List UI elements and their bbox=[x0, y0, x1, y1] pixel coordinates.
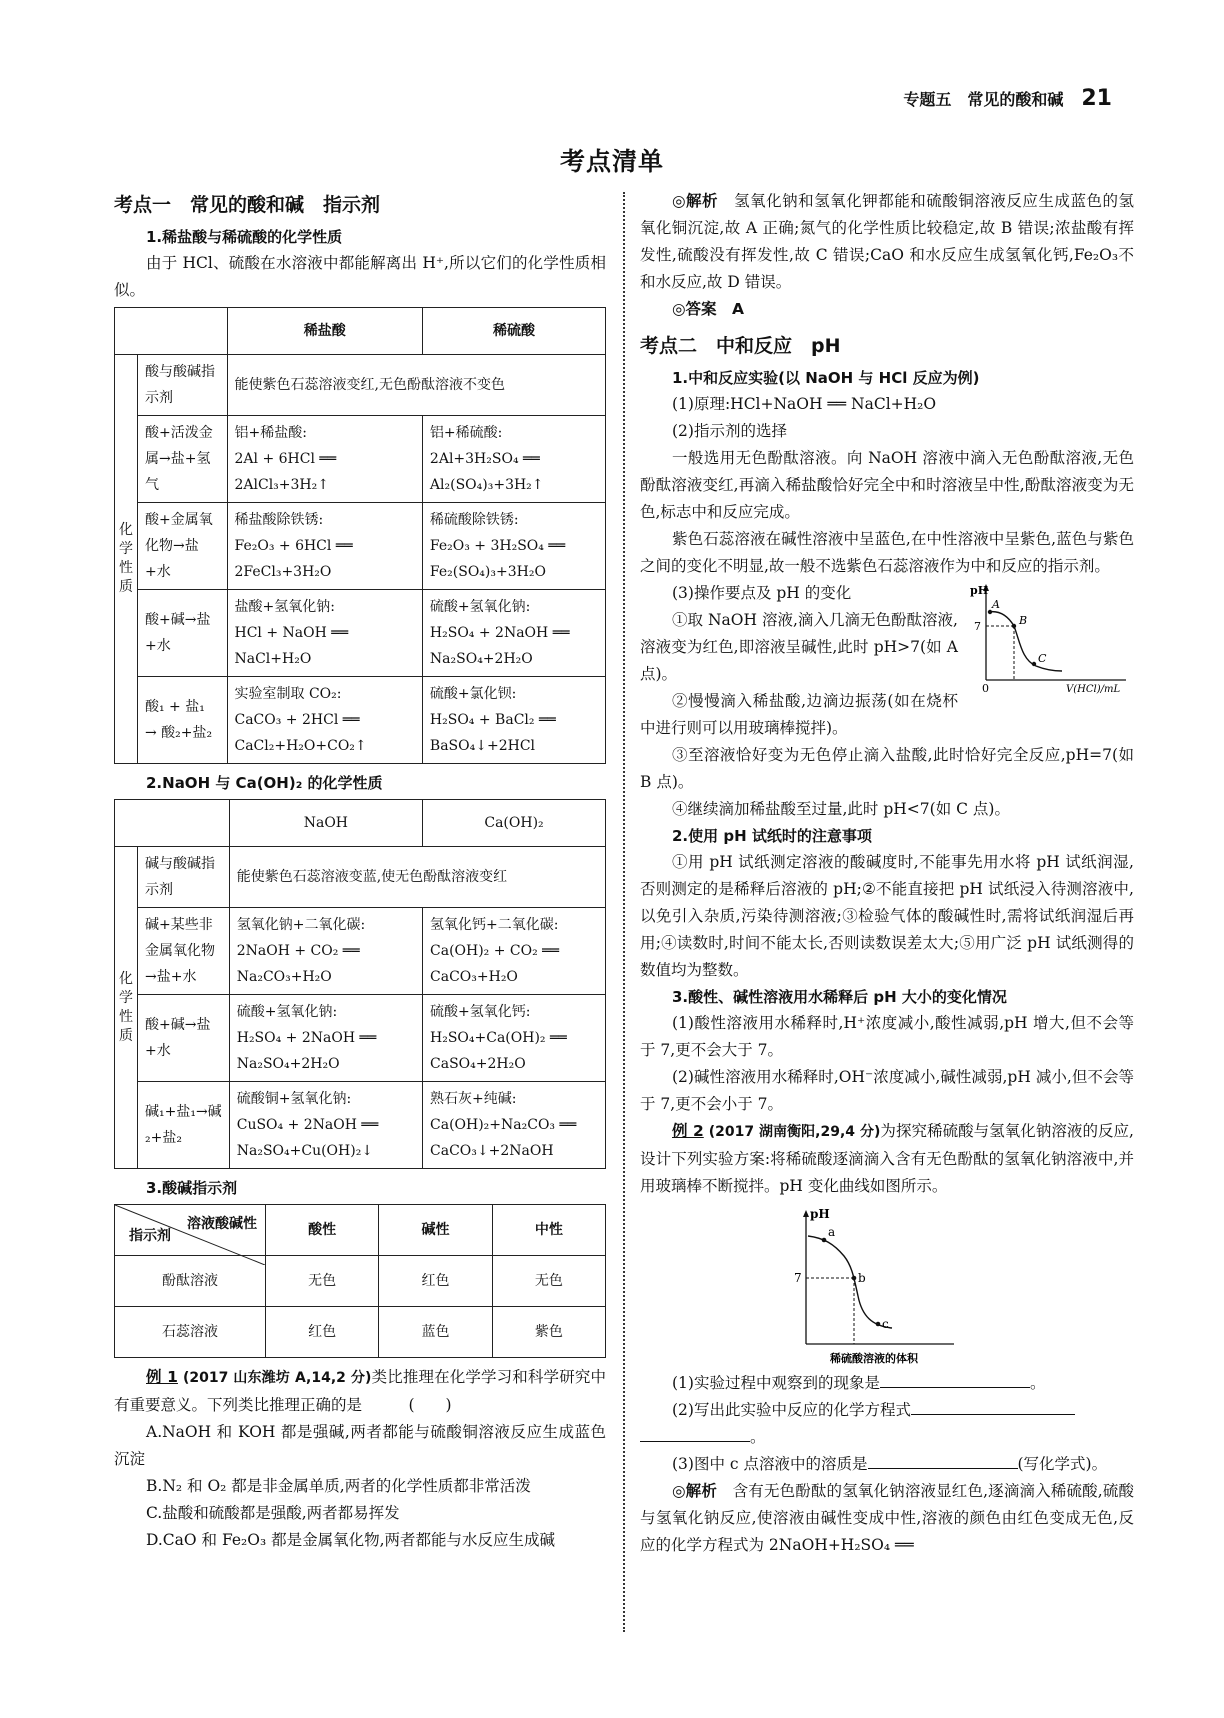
ph-curve-figure-2 bbox=[790, 1204, 960, 1366]
t3-col: 酸性 bbox=[266, 1205, 379, 1256]
header-section: 专题五 常见的酸和碱 bbox=[903, 90, 1064, 109]
t3-cell: 无色 bbox=[266, 1256, 379, 1307]
r-p1: (1)原理:HCl+NaOH ══ NaCl+H₂O bbox=[672, 395, 937, 413]
analysis1 bbox=[640, 188, 1134, 296]
ex1-option-b: B.N₂ 和 O₂ 都是非金属单质,两者的化学性质都非常活泼 bbox=[146, 1477, 531, 1495]
right-column bbox=[640, 188, 1134, 1559]
fig1-point-c: C bbox=[1038, 652, 1047, 665]
t3-col: 碱性 bbox=[379, 1205, 492, 1256]
analysis2-label: ◎解析 bbox=[672, 1482, 717, 1500]
t1-cell: 铝+稀硫酸: 2Al+3H₂SO₄ ══ Al₂(SO₄)₃+3H₂↑ bbox=[422, 416, 605, 503]
analysis1-label: ◎解析 bbox=[672, 192, 719, 210]
r-p6: ①取 NaOH 溶液,滴入几滴无色酚酞溶液,溶液变为红色,即溶液呈碱性,此时 pH>7(如 A 点)。 bbox=[640, 611, 958, 683]
t2-cell: 熟石灰+纯碱: Ca(OH)₂+Na₂CO₃ ══ CaCO₃↓+2NaOH bbox=[423, 1082, 606, 1169]
answer-blank-2[interactable] bbox=[911, 1398, 1075, 1415]
s3-title: 3.酸碱指示剂 bbox=[146, 1179, 238, 1197]
t2-col2: Ca(OH)₂ bbox=[423, 800, 606, 847]
answer-blank-2b[interactable] bbox=[640, 1425, 750, 1442]
t3-corner-top: 溶液酸碱性 bbox=[187, 1216, 257, 1232]
r-p4: 紫色石蕊溶液在碱性溶液中呈蓝色,在中性溶液中呈紫色,蓝色与紫色之间的变化不明显,故一般不选紫色石蕊溶液作为中和反应的指示剂。 bbox=[640, 530, 1134, 575]
r-s2-title: 2.使用 pH 试纸时的注意事项 bbox=[672, 827, 872, 845]
t2-row-label: 碱₁+盐₁→碱₂+盐₂ bbox=[138, 1082, 230, 1169]
fig1-tick-7: 7 bbox=[974, 620, 981, 633]
acid-properties-table bbox=[114, 307, 606, 764]
t2-col1: NaOH bbox=[229, 800, 422, 847]
answer-blank-1[interactable] bbox=[880, 1371, 1030, 1388]
t1-cell: 铝+稀盐酸: 2Al + 6HCl ══ 2AlCl₃+3H₂↑ bbox=[227, 416, 422, 503]
t1-col2: 稀硫酸 bbox=[422, 308, 605, 355]
t1-row-label: 酸+活泼金属→盐+氢气 bbox=[138, 416, 228, 503]
t1-row-label: 酸与酸碱指示剂 bbox=[138, 355, 228, 416]
indicator-table bbox=[114, 1204, 606, 1358]
answer1-label: ◎答案 bbox=[672, 300, 717, 318]
r-s1-title: 1.中和反应实验(以 NaOH 与 HCl 反应为例) bbox=[672, 369, 980, 387]
fig1-origin: 0 bbox=[982, 682, 989, 695]
t2-group: 化学性质 bbox=[115, 847, 138, 1169]
t2-cell: 氢氧化钙+二氧化碳: Ca(OH)₂ + CO₂ ══ CaCO₃+H₂O bbox=[423, 908, 606, 995]
fig2-point-a: a bbox=[828, 1225, 836, 1239]
column-divider bbox=[623, 192, 625, 1632]
r-p3: 一般选用无色酚酞溶液。向 NaOH 溶液中滴入无色酚酞溶液,无色酚酞溶液变红,再滴入稀盐酸恰好完全中和时溶液呈中性,酚酞溶液变为无色,标志中和反应完成。 bbox=[640, 449, 1134, 521]
s2-title: 2.NaOH 与 Ca(OH)₂ 的化学性质 bbox=[146, 774, 383, 792]
r-s3-title: 3.酸性、碱性溶液用水稀释后 pH 大小的变化情况 bbox=[672, 988, 1007, 1006]
analysis2 bbox=[640, 1478, 1134, 1559]
fig1-y-label: pH bbox=[970, 584, 989, 597]
fig2-tick-7: 7 bbox=[794, 1271, 802, 1285]
r-p11: (1)酸性溶液用水稀释时,H⁺浓度减小,酸性减弱,pH 增大,但不会等于 7,更不会大于 7。 bbox=[640, 1014, 1134, 1059]
fig1-point-b: B bbox=[1019, 614, 1028, 627]
t2-row-label: 碱+某些非金属氧化物→盐+水 bbox=[138, 908, 230, 995]
answer1-value: A bbox=[732, 300, 745, 318]
t3-cell: 紫色 bbox=[492, 1307, 605, 1358]
ex1-source: (2017 山东潍坊 A,14,2 分) bbox=[183, 1370, 372, 1386]
t1-row-label: 酸+碱→盐+水 bbox=[138, 590, 228, 677]
r-p10: ①用 pH 试纸测定溶液的酸碱度时,不能事先用水将 pH 试纸润湿,否则测定的是稀释后溶液的 pH;②不能直接把 pH 试纸浸入待测溶液中,以免引入杂质,污染待测溶液;③检验气体的酸碱性时,需将试纸润湿后再用;④读数时,时间不能太长,否则读数误差太大;⑤用广泛 pH 试纸测得的数值均为整数。 bbox=[640, 853, 1134, 979]
example2 bbox=[640, 1118, 1134, 1200]
t3-corner-bottom: 指示剂 bbox=[129, 1228, 171, 1244]
t3-corner bbox=[115, 1205, 266, 1256]
r-p12: (2)碱性溶液用水稀释时,OH⁻浓度减小,碱性减弱,pH 减小,但不会等于 7,更不会小于 7。 bbox=[640, 1068, 1134, 1113]
t1-cell: 稀硫酸除铁锈: Fe₂O₃ + 3H₂SO₄ ══ Fe₂(SO₄)₃+3H₂O bbox=[422, 503, 605, 590]
analysis1-text: 氢氧化钠和氢氧化钾都能和硫酸铜溶液反应生成蓝色的氢氧化铜沉淀,故 A 正确;氮气的化学性质比较稳定,故 B 错误;浓盐酸有挥发性,硫酸没有挥发性,故 C 错误;CaO 和水反应生成氢氧化钙,Fe₂O₃不和水反应,故 D 错误。 bbox=[640, 192, 1134, 291]
t2-cell: 氢氧化钠+二氧化碳: 2NaOH + CO₂ ══ Na₂CO₃+H₂O bbox=[229, 908, 422, 995]
page-title: 考点清单 bbox=[559, 147, 664, 176]
t1-col1: 稀盐酸 bbox=[227, 308, 422, 355]
ex1-option-d: D.CaO 和 Fe₂O₃ 都是金属氧化物,两者都能与水反应生成碱 bbox=[146, 1531, 556, 1549]
t2-cell: 硫酸+氢氧化钙: H₂SO₄+Ca(OH)₂ ══ CaSO₄+2H₂O bbox=[423, 995, 606, 1082]
fig1-point-a: A bbox=[992, 598, 1000, 611]
ph-curve-figure-1 bbox=[966, 580, 1134, 696]
ex1-label: 例 1 bbox=[146, 1368, 178, 1386]
answer1 bbox=[640, 296, 1134, 323]
answer-blank-3[interactable] bbox=[868, 1452, 1018, 1469]
t1-cell: 盐酸+氢氧化钠: HCl + NaOH ══ NaCl+H₂O bbox=[227, 590, 422, 677]
ex2-source: (2017 湖南衡阳,29,4 分) bbox=[708, 1124, 881, 1140]
r-p5: (3)操作要点及 pH 的变化 bbox=[672, 584, 852, 602]
fig1-x-label: V(HCl)/mL bbox=[1066, 684, 1121, 695]
ex1-option-a: A.NaOH 和 KOH 都是强碱,两者都能与硫酸铜溶液反应生成蓝色沉淀 bbox=[114, 1423, 606, 1468]
t2-cell: 硫酸+氢氧化钠: H₂SO₄ + 2NaOH ══ Na₂SO₄+2H₂O bbox=[229, 995, 422, 1082]
running-header bbox=[903, 86, 1112, 111]
t2-row-label: 碱与酸碱指示剂 bbox=[138, 847, 230, 908]
base-properties-table bbox=[114, 799, 606, 1169]
t1-cell: 硫酸+氢氧化钠: H₂SO₄ + 2NaOH ══ Na₂SO₄+2H₂O bbox=[422, 590, 605, 677]
ex1-option-c: C.盐酸和硫酸都是强酸,两者都易挥发 bbox=[146, 1504, 400, 1522]
t3-row-name: 酚酞溶液 bbox=[115, 1256, 266, 1307]
t3-cell: 无色 bbox=[492, 1256, 605, 1307]
t3-row-name: 石蕊溶液 bbox=[115, 1307, 266, 1358]
page-number: 21 bbox=[1081, 86, 1112, 111]
ex2-q1: (1)实验过程中观察到的现象是 。 bbox=[640, 1370, 1134, 1397]
fig2-curve bbox=[808, 1236, 892, 1328]
ex2-label: 例 2 bbox=[672, 1122, 704, 1140]
s1-title: 1.稀盐酸与稀硫酸的化学性质 bbox=[146, 228, 343, 246]
ex2-q3: (3)图中 c 点溶液中的溶质是 (写化学式)。 bbox=[640, 1451, 1134, 1478]
t3-cell: 蓝色 bbox=[379, 1307, 492, 1358]
fig2-point-c: c bbox=[882, 1317, 889, 1331]
r-p2: (2)指示剂的选择 bbox=[672, 422, 787, 440]
t1-cell: 稀盐酸除铁锈: Fe₂O₃ + 6HCl ══ 2FeCl₃+3H₂O bbox=[227, 503, 422, 590]
kp1-title: 考点一 常见的酸和碱 指示剂 bbox=[114, 194, 381, 216]
ex1-stem: 类比推理在化学学习和科学研究中有重要意义。下列类比推理正确的是 ( ) bbox=[114, 1368, 606, 1414]
t1-row-label: 酸+金属氧化物→盐+水 bbox=[138, 503, 228, 590]
r-p7: ②慢慢滴入稀盐酸,边滴边振荡(如在烧杯中进行则可以用玻璃棒搅拌)。 bbox=[640, 692, 958, 737]
s1-intro: 由于 HCl、硫酸在水溶液中都能解离出 H⁺,所以它们的化学性质相似。 bbox=[114, 254, 606, 299]
t3-cell: 红色 bbox=[266, 1307, 379, 1358]
t1-row-label: 酸₁ + 盐₁ → 酸₂+盐₂ bbox=[138, 677, 228, 764]
t3-cell: 红色 bbox=[379, 1256, 492, 1307]
t1-cell: 硫酸+氯化钡: H₂SO₄ + BaCl₂ ══ BaSO₄↓+2HCl bbox=[422, 677, 605, 764]
t1-group: 化学性质 bbox=[115, 355, 138, 764]
analysis2-text: 含有无色酚酞的氢氧化钠溶液显红色,逐滴滴入稀硫酸,硫酸与氢氧化钠反应,使溶液由碱性变成中性,溶液的颜色由红色变成无色,反应的化学方程式为 2NaOH+H₂SO₄ ══ bbox=[640, 1482, 1134, 1554]
r-p9: ④继续滴加稀盐酸至过量,此时 pH<7(如 C 点)。 bbox=[672, 800, 1010, 818]
fig2-y-label: pH bbox=[810, 1207, 830, 1221]
kp2-title: 考点二 中和反应 pH bbox=[640, 335, 841, 357]
t2-merged-cell: 能使紫色石蕊溶液变蓝,使无色酚酞溶液变红 bbox=[229, 847, 605, 908]
t3-col: 中性 bbox=[492, 1205, 605, 1256]
fig2-x-label: 稀硫酸溶液的体积 bbox=[830, 1352, 918, 1365]
left-column bbox=[114, 188, 606, 1554]
ex2-q2: (2)写出此实验中反应的化学方程式 bbox=[640, 1397, 1134, 1424]
r-p8: ③至溶液恰好变为无色停止滴入盐酸,此时恰好完全反应,pH=7(如 B 点)。 bbox=[640, 746, 1134, 791]
t2-row-label: 酸+碱→盐+水 bbox=[138, 995, 230, 1082]
t1-cell: 实验室制取 CO₂: CaCO₃ + 2HCl ══ CaCl₂+H₂O+CO₂↑ bbox=[227, 677, 422, 764]
example1 bbox=[114, 1364, 606, 1419]
ex2-q2-cont: 。 bbox=[640, 1424, 1134, 1451]
fig2-point-b: b bbox=[858, 1271, 866, 1285]
t1-merged-cell: 能使紫色石蕊溶液变红,无色酚酞溶液不变色 bbox=[227, 355, 606, 416]
ex2-stem: 为探究稀硫酸与氢氧化钠溶液的反应,设计下列实验方案:将稀硫酸逐滴滴入含有无色酚酞的氢氧化钠溶液中,并用玻璃棒不断搅拌。pH 变化曲线如图所示。 bbox=[640, 1122, 1134, 1195]
t2-cell: 硫酸铜+氢氧化钠: CuSO₄ + 2NaOH ══ Na₂SO₄+Cu(OH)₂↓ bbox=[229, 1082, 422, 1169]
